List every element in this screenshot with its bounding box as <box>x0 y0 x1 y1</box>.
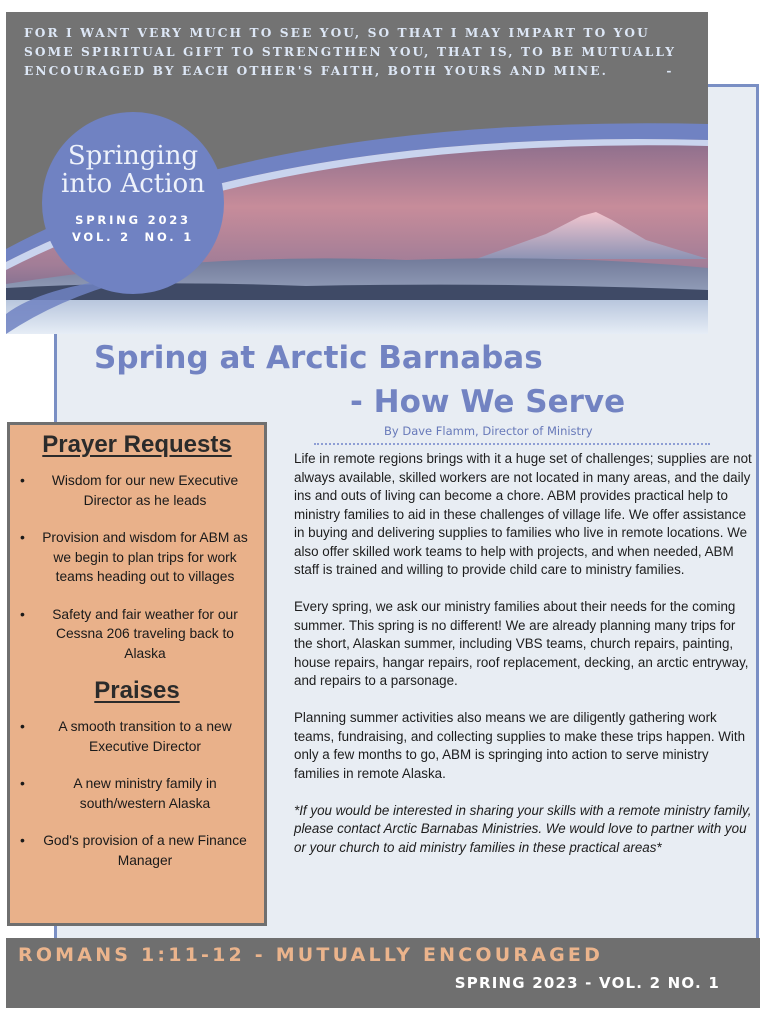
bullet-icon: • <box>20 529 25 545</box>
list-item <box>20 717 254 756</box>
article-paragraph: Life in remote regions brings with it a huge set of challenges; supplies are not always available, skilled workers are not located in many areas, and the daily ins and outs of living can become a chore. ABM provides practical help to ministry families to aid in these challenges of village life. We offer assistance in buying and delivering supplies to families who live in remote locations. We also offer skilled work teams to help with projects, and when needed, ABM staff is trained and willing to provide child care to ministry families. <box>294 451 752 577</box>
verse-reference: - <box>666 64 674 78</box>
praise-list <box>20 717 254 870</box>
praises-heading: Praises <box>94 677 180 704</box>
prayer-item-text: Provision and wisdom for ABM as we begin to plan trips for work teams heading out to villages <box>42 530 248 584</box>
article-byline: By Dave Flamm, Director of Ministry <box>384 424 593 438</box>
article-note: *If you would be interested in sharing your skills with a remote ministry family, please contact Arctic Barnabas Ministries. We would love to partner with you or your church to aid ministry families in these practical areas* <box>294 802 752 855</box>
praise-item-text: God's provision of a new Finance Manager <box>43 833 247 868</box>
article-title-line2: - How We Serve <box>350 384 626 420</box>
dotted-divider <box>314 443 710 445</box>
prayer-requests-heading: Prayer Requests <box>42 431 232 458</box>
verse-text: FOR I WANT VERY MUCH TO SEE YOU, SO THAT I MAY IMPART TO YOU SOME SPIRITUAL GIFT TO STRENGTHEN YOU, THAT IS, TO BE MUTUALLY ENCOURAGED BY EACH OTHER'S FAITH, BOTH YOURS AND MINE. <box>24 26 677 78</box>
bullet-icon: • <box>20 775 25 791</box>
article-body <box>294 450 752 857</box>
prayer-sidebar <box>7 422 267 926</box>
footer-band <box>6 938 760 1008</box>
footer-issue: SPRING 2023 - VOL. 2 NO. 1 <box>454 974 720 992</box>
bullet-icon: • <box>20 718 25 734</box>
list-item <box>20 471 254 510</box>
prayer-list <box>20 471 254 663</box>
prayer-item-text: Wisdom for our new Executive Director as he leads <box>51 473 239 508</box>
bullet-icon: • <box>20 605 25 622</box>
badge-season: SPRING 2023 <box>75 213 191 227</box>
list-item <box>20 774 254 813</box>
article-paragraph: Planning summer activities also means we are diligently gathering work teams, fundraising, and collecting supplies to make these trips happen. With only a few months to go, ABM is springing into action to serve ministry families in remote Alaska. <box>294 710 746 781</box>
praise-item-text: A new ministry family in south/western Alaska <box>73 776 217 811</box>
badge-title-line2: into Action <box>61 169 205 199</box>
article-title-line1: Spring at Arctic Barnabas <box>94 340 543 376</box>
issue-badge <box>42 112 224 294</box>
badge-title-line1: Springing <box>67 141 199 171</box>
prayer-item-text: Safety and fair weather for our Cessna 206 traveling back to Alaska <box>52 606 238 661</box>
bullet-icon: • <box>20 472 25 488</box>
bullet-icon: • <box>20 832 25 848</box>
badge-title <box>42 142 224 198</box>
header-band <box>6 12 708 86</box>
article-paragraph: Every spring, we ask our ministry families about their needs for the coming summer. This spring is no different! We are already planning many trips for the short, Alaskan summer, including VBS teams, church repairs, painting, house repairs, hangar repairs, roof replacement, decking, an arctic entryway, and repairs to a parsonage. <box>294 599 749 688</box>
badge-volume: VOL. 2 NO. 1 <box>71 230 195 244</box>
badge-issue <box>42 212 224 246</box>
footer-theme: ROMANS 1:11-12 - MUTUALLY ENCOURAGED <box>18 944 604 966</box>
praise-item-text: A smooth transition to a new Executive Director <box>58 719 232 754</box>
list-item <box>20 605 254 664</box>
list-item <box>20 528 254 587</box>
list-item <box>20 831 254 870</box>
